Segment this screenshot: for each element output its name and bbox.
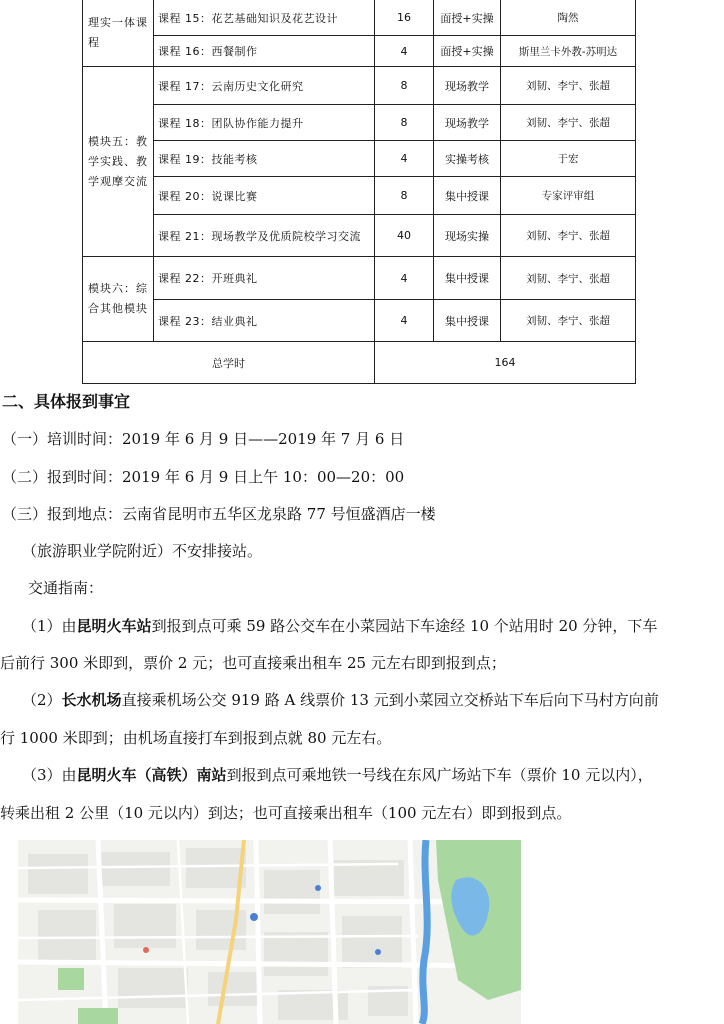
traffic-guide-title: 交通指南： — [28, 579, 104, 597]
table-row — [83, 215, 636, 257]
hours-cell: 4 — [375, 257, 434, 300]
poi-icon — [315, 885, 321, 891]
course-cell: 课程 19：技能考核 — [154, 141, 375, 177]
table-row — [83, 141, 636, 177]
training-time: （一）培训时间：2019 年 6 月 9 日——2019 年 7 月 6 日 — [2, 430, 405, 448]
course-cell: 课程 16：西餐制作 — [154, 36, 375, 67]
course-cell: 课程 18：团队协作能力提升 — [154, 105, 375, 141]
course-cell: 课程 23：结业典礼 — [154, 300, 375, 342]
hours-cell: 4 — [375, 300, 434, 342]
teacher-cell: 陶然 — [501, 0, 636, 36]
poi-icon — [375, 949, 381, 955]
location-pin-icon — [250, 913, 258, 921]
table-row — [83, 300, 636, 342]
report-place: （三）报到地点：云南省昆明市五华区龙泉路 77 号恒盛酒店一楼 — [2, 505, 436, 523]
traffic-item-3-prefix: （3）由 — [22, 766, 77, 784]
hours-cell: 4 — [375, 36, 434, 67]
teacher-cell: 于宏 — [501, 141, 636, 177]
traffic-item-1 — [22, 614, 724, 638]
hours-cell: 16 — [375, 0, 434, 36]
module-cell-6: 模块六：综合其他模块 — [83, 257, 154, 342]
mode-cell: 面授+实操 — [434, 36, 501, 67]
table-row — [83, 177, 636, 215]
section-heading: 二、具体报到事宜 — [2, 392, 131, 411]
south-station-name: 昆明火车（高铁）南站 — [76, 766, 227, 784]
map-graphic — [18, 840, 521, 1024]
mode-cell: 集中授课 — [434, 177, 501, 215]
traffic-item-2-text: 直接乘机场公交 919 路 A 线票价 13 元到小菜园立交桥站下车后向下马村方向前 — [121, 691, 659, 709]
changshui-airport-name: 长水机场 — [61, 691, 122, 709]
table-row — [83, 36, 636, 67]
course-cell: 课程 20：说课比赛 — [154, 177, 375, 215]
mode-cell: 集中授课 — [434, 257, 501, 300]
report-time: （二）报到时间：2019 年 6 月 9 日上午 10：00—20：00 — [2, 468, 405, 486]
mode-cell: 现场实操 — [434, 215, 501, 257]
hours-cell: 4 — [375, 141, 434, 177]
traffic-item-1-prefix: （1）由 — [22, 617, 77, 635]
mode-cell: 面授+实操 — [434, 0, 501, 36]
hours-cell: 8 — [375, 177, 434, 215]
table-row — [83, 67, 636, 105]
module-cell-4: 理实一体课程 — [83, 0, 154, 67]
total-row — [83, 342, 636, 384]
traffic-item-3-text: 到报到点可乘地铁一号线在东风广场站下车（票价 10 元以内）， — [226, 766, 653, 784]
table-row — [83, 0, 636, 36]
module-cell-5: 模块五：教学实践、教学观摩交流 — [83, 67, 154, 257]
teacher-cell: 刘韧、李宁、张超 — [501, 67, 636, 105]
mode-cell: 实操考核 — [434, 141, 501, 177]
total-hours-value: 164 — [375, 342, 636, 384]
hours-cell: 8 — [375, 105, 434, 141]
traffic-item-3 — [22, 763, 724, 787]
hours-cell: 8 — [375, 67, 434, 105]
course-cell: 课程 15：花艺基础知识及花艺设计 — [154, 0, 375, 36]
teacher-cell: 专家评审组 — [501, 177, 636, 215]
traffic-item-2 — [22, 688, 724, 712]
location-map — [18, 840, 521, 1024]
small-park — [58, 968, 84, 990]
mode-cell: 现场教学 — [434, 67, 501, 105]
mode-cell: 现场教学 — [434, 105, 501, 141]
traffic-item-2-line2: 行 1000 米即到；由机场直接打车到报到点就 80 元左右。 — [0, 729, 392, 747]
traffic-item-1-text: 到报到点可乘 59 路公交车在小菜园站下车途经 10 个站用时 20 分钟，下车 — [151, 617, 658, 635]
course-cell: 课程 17：云南历史文化研究 — [154, 67, 375, 105]
teacher-cell: 斯里兰卡外教-苏明达 — [501, 36, 636, 67]
course-cell: 课程 21：现场教学及优质院校学习交流 — [154, 215, 375, 257]
traffic-item-2-prefix: （2） — [22, 691, 62, 709]
poi-icon — [143, 947, 149, 953]
hours-cell: 40 — [375, 215, 434, 257]
course-schedule-table — [82, 0, 636, 384]
teacher-cell: 刘韧、李宁、张超 — [501, 257, 636, 300]
small-park — [78, 1008, 118, 1024]
kunming-station-name: 昆明火车站 — [76, 617, 152, 635]
traffic-item-1-line2: 后前行 300 米即到，票价 2 元；也可直接乘出租车 25 元左右即到报到点； — [0, 654, 506, 672]
traffic-item-3-line2: 转乘出租 2 公里（10 元以内）到达；也可直接乘出租车（100 元左右）即到报到点。 — [0, 804, 572, 822]
teacher-cell: 刘韧、李宁、张超 — [501, 215, 636, 257]
mode-cell: 集中授课 — [434, 300, 501, 342]
teacher-cell: 刘韧、李宁、张超 — [501, 105, 636, 141]
teacher-cell: 刘韧、李宁、张超 — [501, 300, 636, 342]
table-row — [83, 257, 636, 300]
course-cell: 课程 22：开班典礼 — [154, 257, 375, 300]
total-hours-label: 总学时 — [83, 342, 375, 384]
report-place-note: （旅游职业学院附近）不安排接站。 — [22, 542, 263, 560]
table-row — [83, 105, 636, 141]
